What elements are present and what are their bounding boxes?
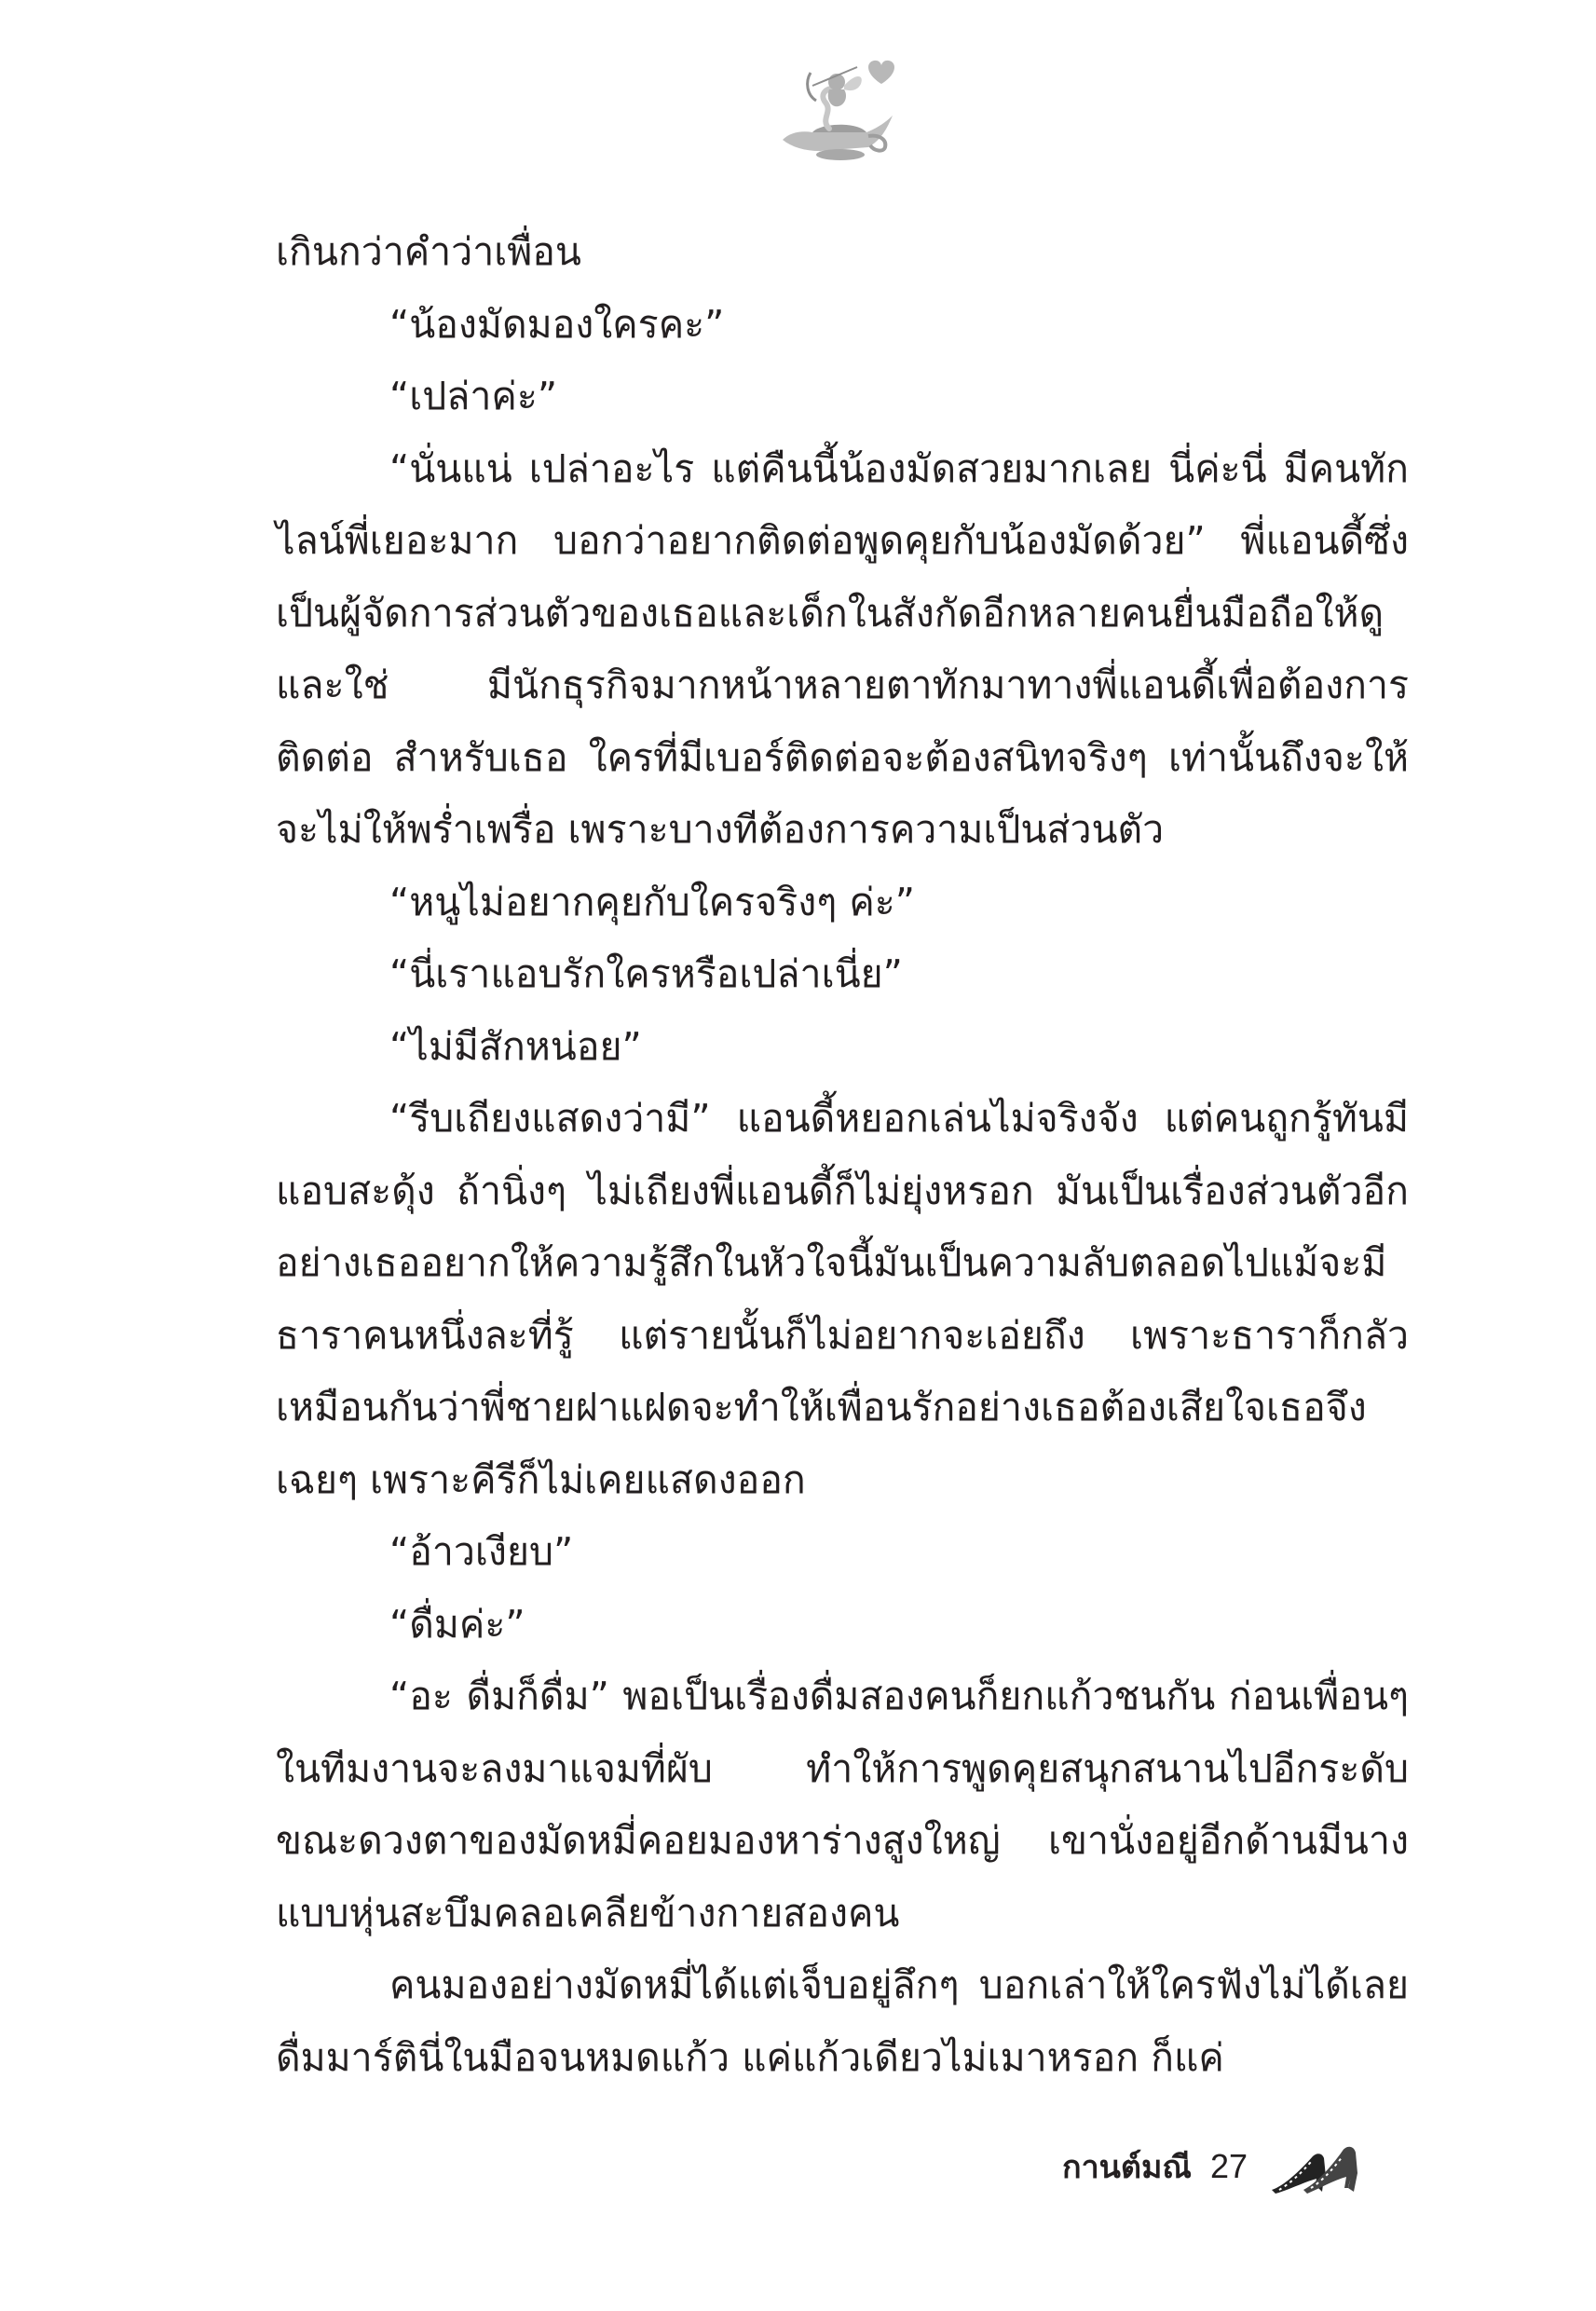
body-paragraph: “อะ ดื่มก็ดื่ม” พอเป็นเรื่องดื่มสองคนก็ยกแก้วชนกัน ก่อนเพื่อนๆ ในทีมงานจะลงมาแจมที่ผับ ทำให้การพูดคุยสนุกสนานไปอีกระดับ ขณะดวงตาของมัดหมี่คอยมองหาร่างสูงใหญ่ เขานั่งอยู่อีกด้านมีนางแบบหุ่นสะบึมคลอเคลียข้างกายสองคน [276, 1674, 1409, 1935]
dialogue-line: “ไม่มีสักหน่อย” [389, 1023, 642, 1069]
body-paragraph: คนมองอย่างมัดหมี่ได้แต่เจ็บอยู่ลึกๆ บอกเล่าให้ใครฟังไม่ได้เลยดื่มมาร์ตินี่ในมือจนหมดแก้ว แค่แก้วเดียวไม่เมาหรอก ก็แค่ [276, 1962, 1409, 2080]
dialogue-line: “อ้าวเงียบ” [389, 1529, 574, 1574]
body-paragraph: “นั่นแน่ เปล่าอะไร แต่คืนนี้น้องมัดสวยมากเลย นี่ค่ะนี่ มีคนทักไลน์พี่เยอะมาก บอกว่าอยากติดต่อพูดคุยกับน้องมัดด้วย” พี่แอนดี้ซึ่งเป็นผู้จัดการส่วนตัวของเธอและเด็กในสังกัดอีกหลายคนยื่นมือถือให้ดู และใช่ มีนักธุรกิจมากหน้าหลายตาทักมาทางพี่แอนดี้เพื่อต้องการติดต่อ สำหรับเธอ ใครที่มีเบอร์ติดต่อจะต้องสนิทจริงๆ เท่านั้นถึงจะให้จะไม่ให้พร่ำเพรื่อ เพราะบางทีต้องการความเป็นส่วนตัว [276, 445, 1409, 852]
dialogue-line: “น้องมัดมองใครคะ” [389, 301, 725, 347]
high-heel-shoes-icon [1266, 2136, 1369, 2197]
dialogue-line: “นี่เราแอบรักใครหรือเปล่าเนี่ย” [389, 951, 903, 996]
dialogue-line: “ดื่มค่ะ” [389, 1601, 525, 1647]
body-paragraph: “รีบเถียงแสดงว่ามี” แอนดี้หยอกเล่นไม่จริงจัง แต่คนถูกรู้ทันมีแอบสะดุ้ง ถ้านิ่งๆ ไม่เถียงพี่แอนดี้ก็ไม่ยุ่งหรอก มันเป็นเรื่องส่วนตัวอีกอย่างเธออยากให้ความรู้สึกในหัวใจนี้มันเป็นความลับตลอดไปแม้จะมีธาราคนหนึ่งละที่รู้ แต่รายนั้นก็ไม่อยากจะเอ่ยถึง เพราะธาราก็กลัวเหมือนกันว่าพี่ชายฝาแฝดจะทำให้เพื่อนรักอย่างเธอต้องเสียใจเธอจึงเฉยๆ เพราะคีรีก็ไม่เคยแสดงออก [276, 1096, 1409, 1502]
dialogue-line: “หนูไม่อยากคุยกับใครจริงๆ ค่ะ” [389, 879, 916, 924]
book-title: กานต์มณี [1062, 2149, 1192, 2186]
page-footer [1062, 2134, 1369, 2199]
cupid-teapot-icon [764, 54, 904, 166]
dialogue-line: “เปล่าค่ะ” [389, 374, 558, 418]
page-number: 27 [1209, 2147, 1248, 2185]
continued-paragraph: เกินกว่าคำว่าเพื่อน [276, 229, 581, 274]
body-text [276, 216, 1409, 2094]
